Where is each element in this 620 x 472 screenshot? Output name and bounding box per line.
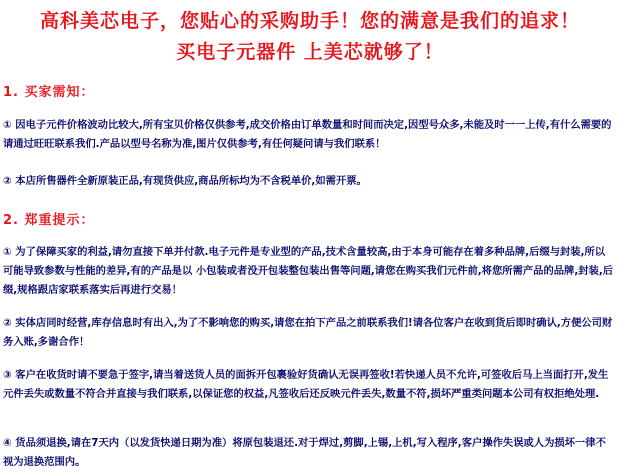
notice-item-return-policy: ④ 货品须退换,请在7天内（以发货快递日期为准）将原包装退还.对于焊过,剪脚,上锡,上机,写入程序,客户操作失误或人为损坏一律不视为退换范围内。 — [3, 437, 606, 468]
buyer-notice-item-genuine: ② 本店所售器件全新原装正品,有现货供应,商品所标均为不含税单价,如需开票。 — [3, 175, 367, 187]
slogan-banner: 高科美芯电子，您贴心的采购助手！您的满意是我们的追求！ — [39, 10, 580, 32]
notice-item-stock-contact: ② 实体店同时经营,库存信息时有出入,为了不影响您的购买,请您在拍下产品之前联系我们!请各位客户在收到货后即时确认,方便公司财务入账,多谢合作！ — [3, 317, 613, 348]
buyer-notice-heading: 1. 买家需知： — [3, 85, 95, 100]
tagline-banner: 买电子元器件 上美芯就够了！ — [176, 41, 444, 63]
notice-item-confirm-before-order: ① 为了保障买家的利益,请勿直接下单并付款.电子元件是专业型的产品,技术含量较高,由于本身可能存在着多种品牌,后缀与封装,所以可能导致参数与性能的差异,有的产品是以 小包装或者没开包装整包装出售等问题,请您在购买我们元件前,将您所需产品的品牌,封装,后缀,规格跟店家联系落实后再进行交易！ — [3, 246, 614, 296]
buyer-notice-item-price: ① 因电子元件价格波动比较大,所有宝贝价格仅供参考,成交价格由订单数量和时间而决定,因型号众多,未能及时一一上传,有什么需要的请通过旺旺联系我们.产品以型号名称为准,图片仅供参考,有任何疑问请与我们联系！ — [3, 119, 612, 150]
notice-item-delivery-inspection: ③ 客户在收货时请不要急于签字,请当着送货人员的面拆开包裹验好货确认无误再签收!若快递人员不允许,可签收后马上当面打开,发生元件丢失或数量不符合并直接与我们联系,以保证您的权益,凡签收后还反映元件丢失,数量不符,损坏严重类问题本公司有权拒绝处理. — [3, 369, 609, 400]
important-notice-heading: 2. 郑重提示： — [3, 213, 95, 228]
